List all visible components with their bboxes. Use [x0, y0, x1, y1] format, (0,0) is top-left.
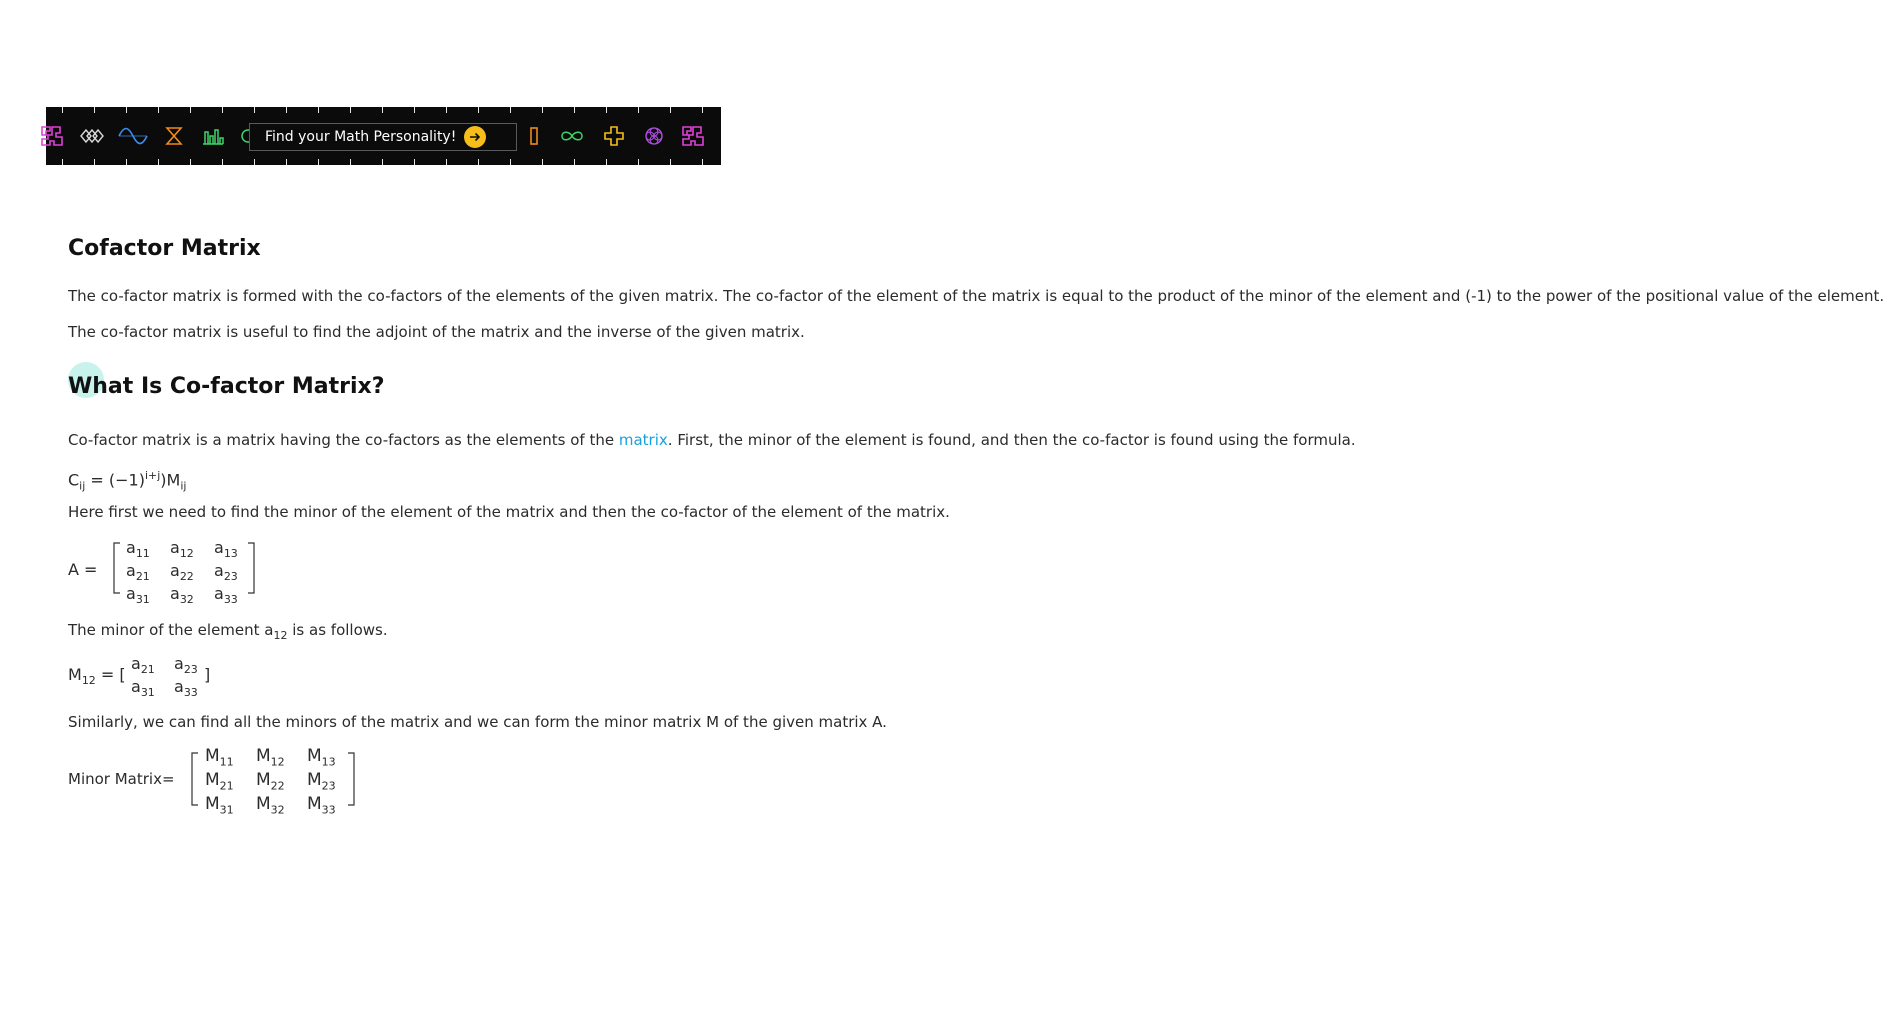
- matrix-cell: [214, 561, 238, 583]
- minor-text-subscript: 12: [273, 629, 288, 642]
- banner-tick: [62, 107, 63, 113]
- m12-label-base: M: [68, 665, 82, 684]
- matrix-cell-subscript: 13: [321, 755, 336, 769]
- matrix-cell-base: a: [174, 654, 184, 673]
- article-content: [68, 0, 1884, 1024]
- matrix-cell-base: a: [126, 561, 136, 580]
- matrix-m12-close-bracket: ]: [204, 665, 211, 684]
- matrix-cell-base: M: [256, 746, 271, 766]
- matrix-cell: [131, 677, 155, 699]
- minor-matrix-label: Minor Matrix=: [68, 770, 175, 788]
- matrix-cell-base: a: [214, 584, 224, 603]
- matrix-cell-base: M: [205, 794, 220, 814]
- matrix-cell: [307, 794, 336, 816]
- matrix-cell-base: a: [214, 561, 224, 580]
- matrix-cell-subscript: 31: [219, 803, 234, 817]
- matrix-cell-subscript: 23: [321, 779, 336, 793]
- m12-label-equals: = [: [95, 665, 126, 684]
- matrix-cell: [205, 770, 234, 792]
- definition-paragraph: [68, 430, 1356, 450]
- formula-c: C: [68, 470, 80, 490]
- matrix-cell-base: M: [307, 770, 322, 790]
- minor-matrix-paragraph: Similarly, we can find all the minors of the matrix and we can form the minor matrix M of the given matrix A.: [68, 713, 887, 731]
- matrix-cell-base: a: [126, 584, 136, 603]
- minor-explanation-paragraph: Here first we need to find the minor of the element of the matrix and then the co-factor of the element of the matrix.: [68, 503, 950, 521]
- matrix-cell-subscript: 33: [183, 686, 198, 700]
- minor-matrix-right-bracket: [346, 752, 356, 806]
- formula-minus-one: = (−1): [85, 470, 145, 490]
- matrix-cell: [214, 584, 238, 606]
- cofactor-formula: [68, 466, 186, 497]
- matrix-cell-subscript: 33: [223, 593, 238, 607]
- definition-text-end: . First, the minor of the element is found, and then the co-factor is found using the formula.: [667, 431, 1356, 449]
- definition-text-start: Co-factor matrix is a matrix having the co-factors as the elements of the: [68, 431, 619, 449]
- matrix-a-left-bracket: [112, 542, 122, 594]
- matrix-cell: [256, 794, 285, 816]
- banner-tick: [62, 159, 63, 165]
- minor-text-start: The minor of the element a: [68, 621, 274, 639]
- matrix-cell-base: M: [307, 794, 322, 814]
- intro-paragraph-1: The co-factor matrix is formed with the co-factors of the elements of the given matrix. The co-factor of the element of the matrix is equal to the product of the minor of the element and (-1) to the power of the positional value of the element.: [68, 287, 1884, 305]
- page-title: Cofactor Matrix: [68, 236, 261, 261]
- matrix-cell-subscript: 21: [140, 663, 155, 677]
- matrix-cell: [170, 561, 194, 583]
- matrix-cell: [205, 746, 234, 768]
- matrix-cell-subscript: 22: [270, 779, 285, 793]
- matrix-m12: [68, 654, 228, 700]
- intro-paragraph-2: The co-factor matrix is useful to find the adjoint of the matrix and the inverse of the given matrix.: [68, 323, 805, 341]
- cta-label: Find your Math Personality!: [265, 129, 457, 145]
- matrix-cell-subscript: 31: [140, 686, 155, 700]
- matrix-cell: [307, 746, 336, 768]
- matrix-cell-subscript: 21: [135, 570, 150, 584]
- matrix-cell: [256, 770, 285, 792]
- matrix-cell-base: a: [214, 538, 224, 557]
- formula-exponent: i+j: [144, 469, 161, 482]
- matrix-cell-base: a: [170, 538, 180, 557]
- matrix-cell: [307, 770, 336, 792]
- matrix-cell-base: M: [256, 770, 271, 790]
- matrix-cell-subscript: 11: [219, 755, 234, 769]
- formula-m-subscript: ij: [180, 479, 187, 493]
- matrix-cell-subscript: 22: [179, 570, 194, 584]
- matrix-cell-subscript: 32: [270, 803, 285, 817]
- m12-label-subscript: 12: [81, 674, 96, 688]
- minor-element-paragraph: [68, 620, 388, 646]
- minor-matrix-left-bracket: [190, 752, 200, 806]
- matrix-cell: [205, 794, 234, 816]
- matrix-cell: [170, 538, 194, 560]
- matrix-cell-subscript: 13: [223, 547, 238, 561]
- matrix-a-label: A =: [68, 560, 98, 579]
- matrix-m12-label: [68, 665, 126, 687]
- matrix-cell-base: a: [174, 677, 184, 696]
- matrix-cell: [174, 654, 198, 676]
- matrix-cell: [214, 538, 238, 560]
- matrix-cell-base: a: [126, 538, 136, 557]
- section-title: What Is Co-factor Matrix?: [68, 374, 385, 399]
- matrix-cell-subscript: 12: [179, 547, 194, 561]
- matrix-cell-base: M: [205, 770, 220, 790]
- matrix-cell-subscript: 33: [321, 803, 336, 817]
- matrix-cell-base: M: [256, 794, 271, 814]
- matrix-cell-subscript: 31: [135, 593, 150, 607]
- matrix-cell-subscript: 21: [219, 779, 234, 793]
- matrix-cell: [174, 677, 198, 699]
- matrix-cell-base: M: [205, 746, 220, 766]
- matrix-cell: [126, 538, 150, 560]
- matrix-cell-subscript: 11: [135, 547, 150, 561]
- matrix-cell-base: a: [170, 561, 180, 580]
- matrix-cell: [126, 561, 150, 583]
- matrix-cell-base: a: [170, 584, 180, 603]
- formula-m: )M: [160, 470, 181, 490]
- matrix-cell: [131, 654, 155, 676]
- matrix-cell-subscript: 23: [183, 663, 198, 677]
- minor-matrix: [68, 746, 368, 817]
- matrix-cell: [170, 584, 194, 606]
- minor-text-end: is as follows.: [287, 621, 388, 639]
- matrix-cell-base: M: [307, 746, 322, 766]
- matrix-cell-subscript: 12: [270, 755, 285, 769]
- matrix-cell-subscript: 23: [223, 570, 238, 584]
- formula-c-subscript: ij: [79, 479, 86, 493]
- matrix-a-right-bracket: [246, 542, 256, 594]
- matrix-a: [68, 536, 268, 607]
- matrix-cell-base: a: [131, 677, 141, 696]
- matrix-cell-base: a: [131, 654, 141, 673]
- maze-icon: [40, 124, 66, 148]
- matrix-cell: [256, 746, 285, 768]
- matrix-cell-subscript: 32: [179, 593, 194, 607]
- matrix-link[interactable]: matrix: [618, 431, 668, 449]
- matrix-cell: [126, 584, 150, 606]
